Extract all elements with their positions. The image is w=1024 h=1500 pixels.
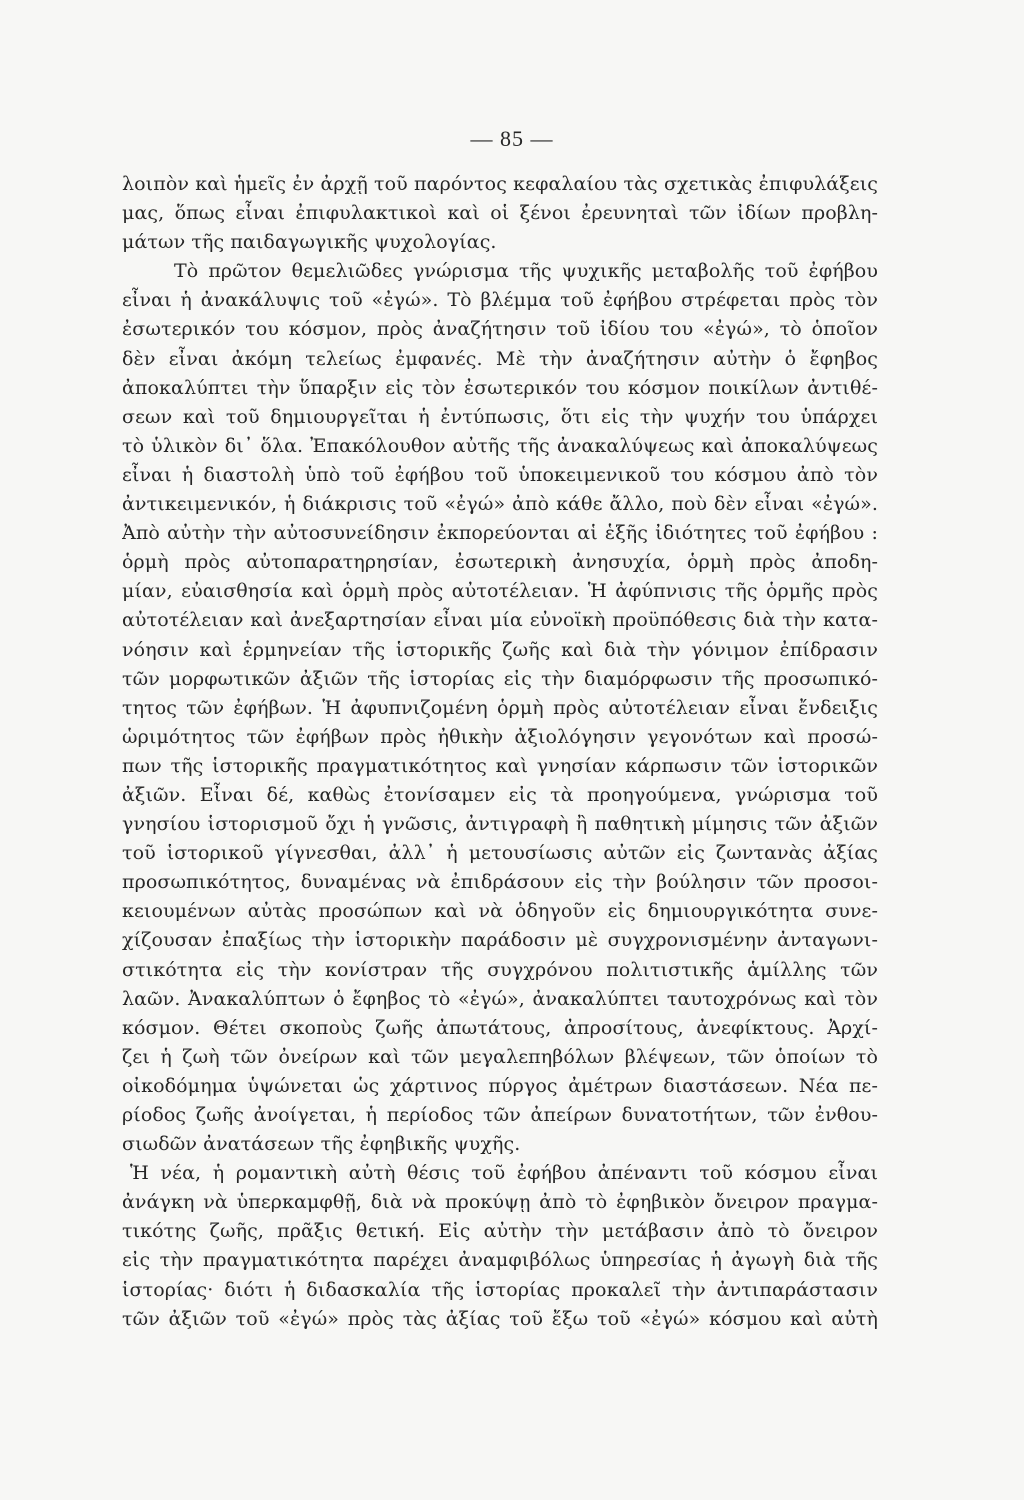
text-line: τῶν ἀξιῶν τοῦ «ἐγώ» πρὸς τὰς ἀξίας τοῦ ἔξω τοῦ «ἐγώ» κόσμου καὶ αὐτὴ [122, 1307, 878, 1330]
text-line: τικότης ζωῆς, πρᾶξις θετική. Εἰς αὐτὴν τὴν μετάβασιν ἀπὸ τὸ ὄνειρον [122, 1220, 878, 1243]
text-line: ἀξιῶν. Εἶναι δέ, καθὼς ἐτονίσαμεν εἰς τὰ προηγούμενα, γνώρισμα τοῦ [122, 783, 878, 806]
text-line: ἀνάγκη νὰ ὑπερκαμφθῇ, διὰ νὰ προκύψῃ ἀπὸ τὸ ἐφηβικὸν ὄνειρον πραγμα- [122, 1191, 878, 1214]
text-line: κειουμένων αὐτὰς προσώπων καὶ νὰ ὁδηγοῦν εἰς δημιουργικότητα συνε- [122, 900, 878, 923]
text-line: λοιπὸν καὶ ἡμεῖς ἐν ἀρχῇ τοῦ παρόντος κεφαλαίου τὰς σχετικὰς ἐπιφυλάξεις [122, 173, 878, 195]
text-line: νόησιν καὶ ἑρμηνείαν τῆς ἱστορικῆς ζωῆς καὶ διὰ τὴν γόνιμον ἐπίδρασιν [122, 638, 878, 661]
text-line: ὡριμότητος τῶν ἐφήβων πρὸς ἠθικὴν ἀξιολόγησιν γεγονότων καὶ προσώ- [122, 725, 878, 748]
text-line: ἱστορίας· διότι ἡ διδασκαλία τῆς ἱστορίας προκαλεῖ τὴν ἀντιπαράστασιν [122, 1278, 878, 1301]
text-line: εἰς τὴν πραγματικότητα παρέχει ἀναμφιβόλως ὑπηρεσίας ἡ ἀγωγὴ διὰ τῆς [122, 1249, 878, 1272]
text-line: χίζουσαν ἐπαξίως τὴν ἱστορικὴν παράδοσιν μὲ συγχρονισμένην ἀνταγωνι- [122, 929, 878, 952]
text-line: εἶναι ἡ ἀνακάλυψις τοῦ «ἐγώ». Τὸ βλέμμα τοῦ ἐφήβου στρέφεται πρὸς τὸν [122, 289, 878, 312]
text-line: γνησίου ἱστορισμοῦ ὄχι ἡ γνῶσις, ἀντιγραφὴ ἢ παθητικὴ μίμησις τῶν ἀξιῶν [122, 813, 878, 836]
text-line: Ἀπὸ αὐτὴν τὴν αὐτοσυνείδησιν ἐκπορεύονται αἱ ἑξῆς ἰδιότητες τοῦ ἐφήβου : [122, 522, 878, 545]
text-line: Τὸ πρῶτον θεμελιῶδες γνώρισμα τῆς ψυχικῆς μεταβολῆς τοῦ ἐφήβου [174, 260, 878, 283]
text-line: ὁρμὴ πρὸς αὐτοπαρατηρησίαν, ἐσωτερικὴ ἀνησυχία, ὁρμὴ πρὸς ἀποδη- [122, 551, 878, 574]
text-line: Ἡ νέα, ἡ ρομαντικὴ αὐτὴ θέσις τοῦ ἐφήβου ἀπέναντι τοῦ κόσμου εἶναι [130, 1162, 878, 1185]
text-line: μίαν, εὐαισθησία καὶ ὁρμὴ πρὸς αὐτοτέλειαν. Ἡ ἀφύπνισις τῆς ὁρμῆς πρὸς [122, 580, 878, 603]
text-line: στικότητα εἰς τὴν κονίστραν τῆς συγχρόνου πολιτιστικῆς ἁμίλλης τῶν [122, 958, 878, 981]
text-line: μας, ὅπως εἶναι ἐπιφυλακτικοὶ καὶ οἱ ξένοι ἐρευνηταὶ τῶν ἰδίων προβλη- [122, 202, 878, 225]
body-text [122, 170, 878, 1334]
text-line: τοῦ ἱστορικοῦ γίγνεσθαι, ἀλλ᾽ ἡ μετουσίωσις αὐτῶν εἰς ζωντανὰς ἀξίας [122, 842, 878, 865]
text-line: σεων καὶ τοῦ δημιουργεῖται ἡ ἐντύπωσις, ὅτι εἰς τὴν ψυχήν του ὑπάρχει [122, 405, 878, 428]
text-line: ἀντικειμενικόν, ἡ διάκρισις τοῦ «ἐγώ» ἀπὸ κάθε ἄλλο, ποὺ δὲν εἶναι «ἐγώ». [122, 493, 878, 516]
text-line: κόσμον. Θέτει σκοποὺς ζωῆς ἀπωτάτους, ἀπροσίτους, ἀνεφίκτους. Ἀρχί- [122, 1016, 878, 1039]
text-line: εἶναι ἡ διαστολὴ ὑπὸ τοῦ ἐφήβου τοῦ ὑποκειμενικοῦ του κόσμου ἀπὸ τὸν [122, 463, 878, 486]
text-line: τητος τῶν ἐφήβων. Ἡ ἀφυπνιζομένη ὁρμὴ πρὸς αὐτοτέλειαν εἶναι ἔνδειξις [122, 696, 878, 719]
text-line: οἰκοδόμημα ὑψώνεται ὡς χάρτινος πύργος ἀμέτρων διαστάσεων. Νέα πε- [122, 1074, 878, 1097]
text-line: τὸ ὑλικὸν δι᾽ ὅλα. Ἐπακόλουθον αὐτῆς τῆς ἀνακαλύψεως καὶ ἀποκαλύψεως [122, 434, 878, 457]
text-line: ἐσωτερικόν του κόσμον, πρὸς ἀναζήτησιν τοῦ ἰδίου του «ἐγώ», τὸ ὁποῖον [122, 318, 878, 341]
text-line: ζει ἡ ζωὴ τῶν ὀνείρων καὶ τῶν μεγαλεπηβόλων βλέψεων, τῶν ὁποίων τὸ [122, 1045, 878, 1068]
text-line: λαῶν. Ἀνακαλύπτων ὁ ἔφηβος τὸ «ἐγώ», ἀνακαλύπτει ταυτοχρόνως καὶ τὸν [122, 987, 878, 1010]
page-number: — 85 — [470, 126, 554, 151]
text-line: τῶν μορφωτικῶν ἀξιῶν τῆς ἱστορίας εἰς τὴν διαμόρφωσιν τῆς προσωπικό- [122, 667, 878, 690]
text-line: αὐτοτέλειαν καὶ ἀνεξαρτησίαν εἶναι μία εὐνοϊκὴ προϋπόθεσις διὰ τὴν κατα- [122, 609, 878, 632]
text-line: πων τῆς ἱστορικῆς πραγματικότητος καὶ γνησίαν κάρπωσιν τῶν ἱστορικῶν [122, 754, 878, 777]
text-line: σιωδῶν ἀνατάσεων τῆς ἐφηβικῆς ψυχῆς. [122, 1133, 521, 1156]
text-line: δὲν εἶναι ἀκόμη τελείως ἐμφανές. Μὲ τὴν ἀναζήτησιν αὐτὴν ὁ ἔφηβος [122, 347, 878, 370]
text-line: προσωπικότητος, δυναμένας νὰ ἐπιδράσουν εἰς τὴν βούλησιν τῶν προσοι- [122, 871, 878, 894]
text-line: μάτων τῆς παιδαγωγικῆς ψυχολογίας. [122, 231, 497, 254]
text-line: ἀποκαλύπτει τὴν ὕπαρξιν εἰς τὸν ἐσωτερικόν του κόσμον ποικίλων ἀντιθέ- [122, 376, 878, 399]
text-line: ρίοδος ζωῆς ἀνοίγεται, ἡ περίοδος τῶν ἀπείρων δυνατοτήτων, τῶν ἐνθου- [122, 1104, 878, 1126]
